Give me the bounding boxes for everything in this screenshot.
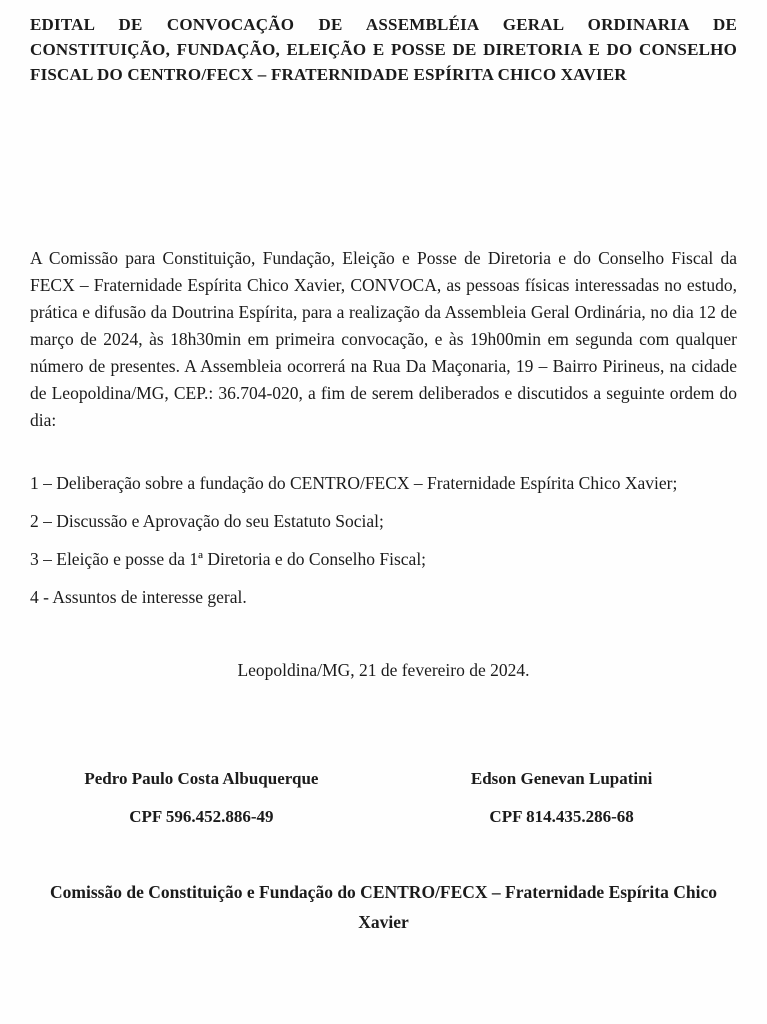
signatory-right [408,768,715,827]
signature-block [30,768,737,827]
date-line: Leopoldina/MG, 21 de fevereiro de 2024. [237,660,530,680]
agenda-item-3: 3 – Eleição e posse da 1ª Diretoria e do Conselho Fiscal; [30,549,427,569]
document-title: EDITAL DE CONVOCAÇÃO DE ASSEMBLÉIA GERAL ORDINARIA DE CONSTITUIÇÃO, FUNDAÇÃO, ELEIÇÃO E POSSE DE DIRETORIA E DO CONSELHO FISCAL DO CENTRO/FECX – FRATERNIDADE ESPÍRITA CHICO XAVIER [30,15,737,84]
signatory-left [48,768,355,827]
agenda-item-4: 4 - Assuntos de interesse geral. [30,587,247,607]
signatory-name: Pedro Paulo Costa Albuquerque [84,769,319,788]
signatory-name: Edson Genevan Lupatini [470,769,653,788]
signatory-cpf: CPF 814.435.286-68 [489,807,634,826]
agenda-item-2: 2 – Discussão e Aprovação do seu Estatuto Social; [30,511,384,531]
closing-line: Comissão de Constituição e Fundação do CENTRO/FECX – Fraternidade Espírita Chico Xavier [50,882,717,932]
agenda-list [30,470,737,611]
agenda-item-1: 1 – Deliberação sobre a fundação do CENTRO/FECX – Fraternidade Espírita Chico Xavier; [30,473,678,493]
signatory-cpf: CPF 596.452.886-49 [129,807,274,826]
body-paragraph: A Comissão para Constituição, Fundação, Eleição e Posse de Diretoria e do Conselho Fiscal da FECX – Fraternidade Espírita Chico Xavier, CONVOCA, as pessoas físicas interessadas no estudo, prática e difusão da Doutrina Espírita, para a realização da Assembleia Geral Ordinária, no dia 12 de março de 2024, às 18h30min em primeira convocação, e às 19h00min em segunda com qualquer número de presentes. A Assembleia ocorrerá na Rua Da Maçonaria, 19 – Bairro Pirineus, na cidade de Leopoldina/MG, CEP.: 36.704-020, a fim de serem deliberados e discutidos a seguinte ordem do dia: [30,248,737,430]
